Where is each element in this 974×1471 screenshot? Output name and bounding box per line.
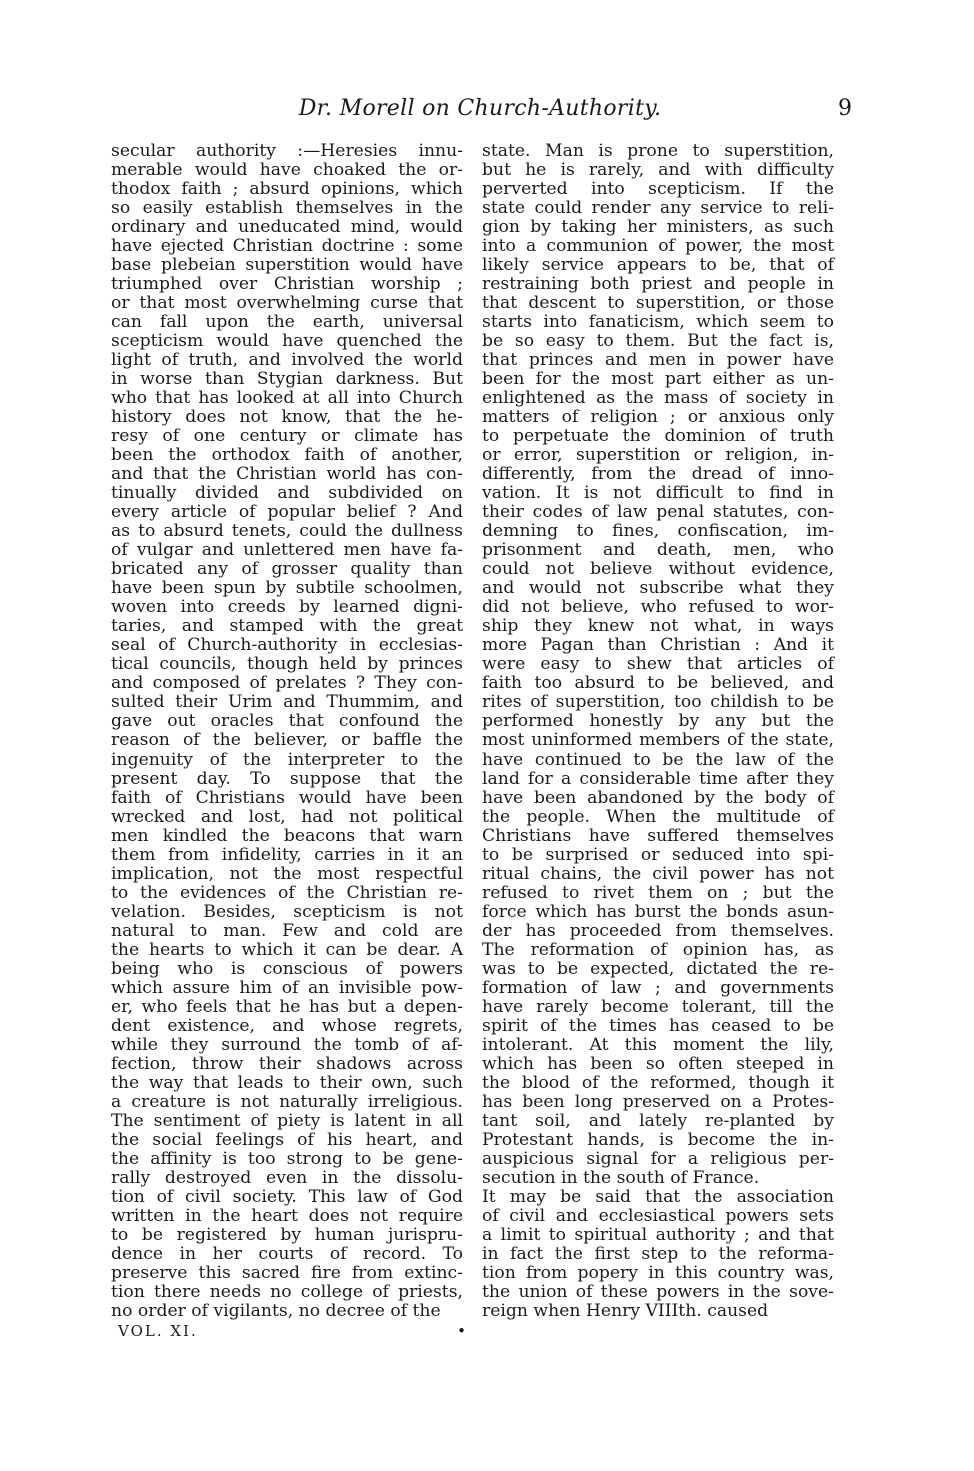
- text-line: tical councils, though held by princes: [111, 654, 463, 675]
- text-line: tion of civil society. This law of God: [111, 1186, 463, 1207]
- text-line: have been spun by subtile schoolmen,: [111, 578, 463, 599]
- text-line: most uninformed members of the state,: [482, 730, 834, 751]
- text-line: have been abandoned by the body of: [482, 787, 834, 808]
- text-line: faith of Christians would have been: [111, 787, 463, 808]
- text-line: that princes and men in power have: [482, 350, 834, 371]
- text-line: as to absurd tenets, could the dullness: [111, 521, 463, 542]
- text-line: or error, superstition or religion, in-: [482, 445, 834, 466]
- text-line: state. Man is prone to superstition,: [482, 141, 834, 161]
- text-line: starts into fanaticism, which seem to: [482, 312, 834, 333]
- text-line: der has proceeded from themselves.: [482, 920, 834, 941]
- text-line: the union of these powers in the sove-: [482, 1281, 834, 1302]
- text-line: present day. To suppose that the: [111, 768, 463, 789]
- text-line: resy of one century or climate has: [111, 426, 463, 447]
- text-line: to be registered by human jurispru-: [111, 1224, 463, 1245]
- text-line: reason of the believer, or baffle the: [111, 730, 463, 751]
- text-line: being who is conscious of powers: [111, 958, 463, 979]
- text-line: the affinity is too strong to be gene-: [111, 1148, 463, 1169]
- text-line: every article of popular belief ? And: [111, 502, 463, 523]
- text-line: state could render any service to reli-: [482, 198, 834, 219]
- text-line: thodox faith ; absurd opinions, which: [111, 179, 463, 200]
- text-line: likely service appears to be, that of: [482, 255, 834, 276]
- text-line: but he is rarely, and with difficulty: [482, 160, 834, 181]
- text-line: bricated any of grosser quality than: [111, 559, 463, 580]
- text-line: history does not know, that the he-: [111, 407, 463, 428]
- text-line: secution in the south of France.: [482, 1167, 760, 1188]
- text-line: The sentiment of piety is latent in all: [111, 1110, 463, 1131]
- page-footer: [118, 1322, 468, 1346]
- text-line: natural to man. Few and cold are: [111, 920, 463, 941]
- text-line: gave out oracles that confound the: [111, 711, 463, 732]
- text-line: the people. When the multitude of: [482, 806, 834, 827]
- text-line: formation of law ; and governments: [482, 977, 834, 998]
- text-line: seal of Church-authority in ecclesias-: [111, 635, 463, 656]
- text-line: base plebeian superstition would have: [111, 255, 463, 276]
- text-line: sulted their Urim and Thummim, and: [111, 692, 463, 713]
- text-line: were easy to shew that articles of: [482, 654, 834, 675]
- text-line: their codes of law penal statutes, con-: [482, 502, 834, 523]
- text-line: er, who feels that he has but a depen-: [111, 996, 463, 1017]
- text-line: ingenuity of the interpreter to the: [111, 749, 463, 770]
- text-line: and that the Christian world has con-: [111, 464, 463, 485]
- text-line: tinually divided and subdivided on: [111, 483, 463, 504]
- text-line: been for the most part either as un-: [482, 369, 834, 390]
- text-line: enlightened as the mass of society in: [482, 388, 834, 409]
- text-line: to the evidences of the Christian re-: [111, 882, 463, 903]
- left-text-column: [111, 142, 463, 1321]
- text-line: ordinary and uneducated mind, would: [111, 217, 463, 238]
- text-line: ship they knew not what, in ways: [482, 616, 834, 637]
- text-line: have continued to be the law of the: [482, 749, 834, 770]
- text-line: tion there needs no college of priests,: [111, 1281, 463, 1302]
- text-line: the way that leads to their own, such: [111, 1072, 463, 1093]
- text-line: the hearts to which it can be dear. A: [111, 939, 463, 960]
- text-line: light of truth, and involved the world: [111, 350, 463, 371]
- text-line: was to be expected, dictated the re-: [482, 958, 834, 979]
- text-line: and would not subscribe what they: [482, 578, 834, 599]
- text-line: to be surprised or seduced into spi-: [482, 844, 834, 865]
- text-line: wrecked and lost, had not political: [111, 806, 463, 827]
- text-line: refused to rivet them on ; but the: [482, 882, 834, 903]
- text-line: auspicious signal for a religious per-: [482, 1148, 834, 1169]
- text-line: have ejected Christian doctrine : some: [111, 236, 463, 257]
- text-line: a limit to spiritual authority ; and that: [482, 1224, 834, 1245]
- text-line: so easily establish themselves in the: [111, 198, 463, 219]
- text-line: force which has burst the bonds asun-: [482, 901, 834, 922]
- text-line: could not believe without evidence,: [482, 559, 834, 580]
- text-line: a creature is not naturally irreligious.: [111, 1091, 463, 1112]
- running-title: Dr. Morell on Church-Authority.: [298, 96, 662, 121]
- text-line: men kindled the beacons that warn: [111, 825, 463, 846]
- text-line: prisonment and death, men, who: [482, 540, 834, 561]
- text-line: of vulgar and unlettered men have fa-: [111, 540, 463, 561]
- text-line: restraining both priest and people in: [482, 274, 834, 295]
- text-line: velation. Besides, scepticism is not: [111, 901, 463, 922]
- text-line: which assure him of an invisible pow-: [111, 977, 463, 998]
- text-line: more Pagan than Christian : And it: [482, 635, 834, 656]
- text-line: in worse than Stygian darkness. But: [111, 369, 463, 390]
- text-line: demning to fines, confiscation, im-: [482, 521, 834, 542]
- text-line: no order of vigilants, no decree of the: [111, 1300, 441, 1321]
- text-line: merable would have choaked the or-: [111, 160, 463, 181]
- text-line: into a communion of power, the most: [482, 236, 834, 257]
- running-header: [110, 96, 850, 130]
- text-line: reign when Henry VIIIth. caused: [482, 1300, 769, 1321]
- text-line: taries, and stamped with the great: [111, 616, 463, 637]
- text-line: dent existence, and whose regrets,: [111, 1015, 463, 1036]
- text-line: of civil and ecclesiastical powers sets: [482, 1205, 834, 1226]
- text-line: perverted into scepticism. If the: [482, 179, 834, 200]
- text-line: who that has looked at all into Church: [111, 388, 463, 409]
- text-line: tant soil, and lately re-planted by: [482, 1110, 834, 1131]
- text-line: that descent to superstition, or those: [482, 293, 834, 314]
- text-line: the blood of the reformed, though it: [482, 1072, 834, 1093]
- text-line: triumphed over Christian worship ;: [111, 274, 463, 295]
- text-line: or that most overwhelming curse that: [111, 293, 463, 314]
- text-line: been the orthodox faith of another,: [111, 445, 463, 466]
- page-number: 9: [838, 96, 852, 121]
- volume-label: VOL. XI.: [118, 1322, 198, 1340]
- text-line: scepticism would have quenched the: [111, 331, 463, 352]
- text-line: rites of superstition, too childish to be: [482, 692, 834, 713]
- text-line: to perpetuate the dominion of truth: [482, 426, 834, 447]
- text-line: Protestant hands, is become the in-: [482, 1129, 834, 1150]
- text-line: land for a considerable time after they: [482, 768, 834, 789]
- text-line: preserve this sacred fire from extinc-: [111, 1262, 463, 1283]
- text-line: secular authority :—Heresies innu-: [111, 141, 463, 161]
- text-line: written in the heart does not require: [111, 1205, 463, 1226]
- right-text-column: [482, 142, 834, 1321]
- text-line: did not believe, who refused to wor-: [482, 597, 834, 618]
- text-line: Christians have suffered themselves: [482, 825, 834, 846]
- text-line: which has been so often steeped in: [482, 1053, 834, 1074]
- text-line: be so easy to them. But the fact is,: [482, 331, 834, 352]
- text-line: gion by taking her ministers, as such: [482, 217, 834, 238]
- text-line: has been long preserved on a Protes-: [482, 1091, 834, 1112]
- text-line: It may be said that the association: [482, 1186, 834, 1207]
- text-line: dence in her courts of record. To: [111, 1243, 463, 1264]
- text-line: and composed of prelates ? They con-: [111, 673, 463, 694]
- text-line: rally destroyed even in the dissolu-: [111, 1167, 463, 1188]
- text-line: woven into creeds by learned digni-: [111, 597, 463, 618]
- text-line: matters of religion ; or anxious only: [482, 407, 834, 428]
- text-line: spirit of the times has ceased to be: [482, 1015, 834, 1036]
- text-line: differently, from the dread of inno-: [482, 464, 834, 485]
- text-line: while they surround the tomb of af-: [111, 1034, 463, 1055]
- text-line: faith too absurd to be believed, and: [482, 673, 834, 694]
- text-line: the social feelings of his heart, and: [111, 1129, 463, 1150]
- text-line: tion from popery in this country was,: [482, 1262, 834, 1283]
- text-line: in fact the first step to the reforma-: [482, 1243, 834, 1264]
- text-line: have rarely become tolerant, till the: [482, 996, 834, 1017]
- text-line: The reformation of opinion has, as: [482, 939, 834, 960]
- text-line: them from infidelity, carries in it an: [111, 844, 463, 865]
- text-line: intolerant. At this moment the lily,: [482, 1034, 834, 1055]
- text-line: ritual chains, the civil power has not: [482, 863, 834, 884]
- signature-mark: •: [457, 1322, 468, 1340]
- text-line: can fall upon the earth, universal: [111, 312, 463, 333]
- text-line: vation. It is not difficult to find in: [482, 483, 834, 504]
- text-line: performed honestly by any but the: [482, 711, 834, 732]
- text-line: implication, not the most respectful: [111, 863, 463, 884]
- text-line: fection, throw their shadows across: [111, 1053, 463, 1074]
